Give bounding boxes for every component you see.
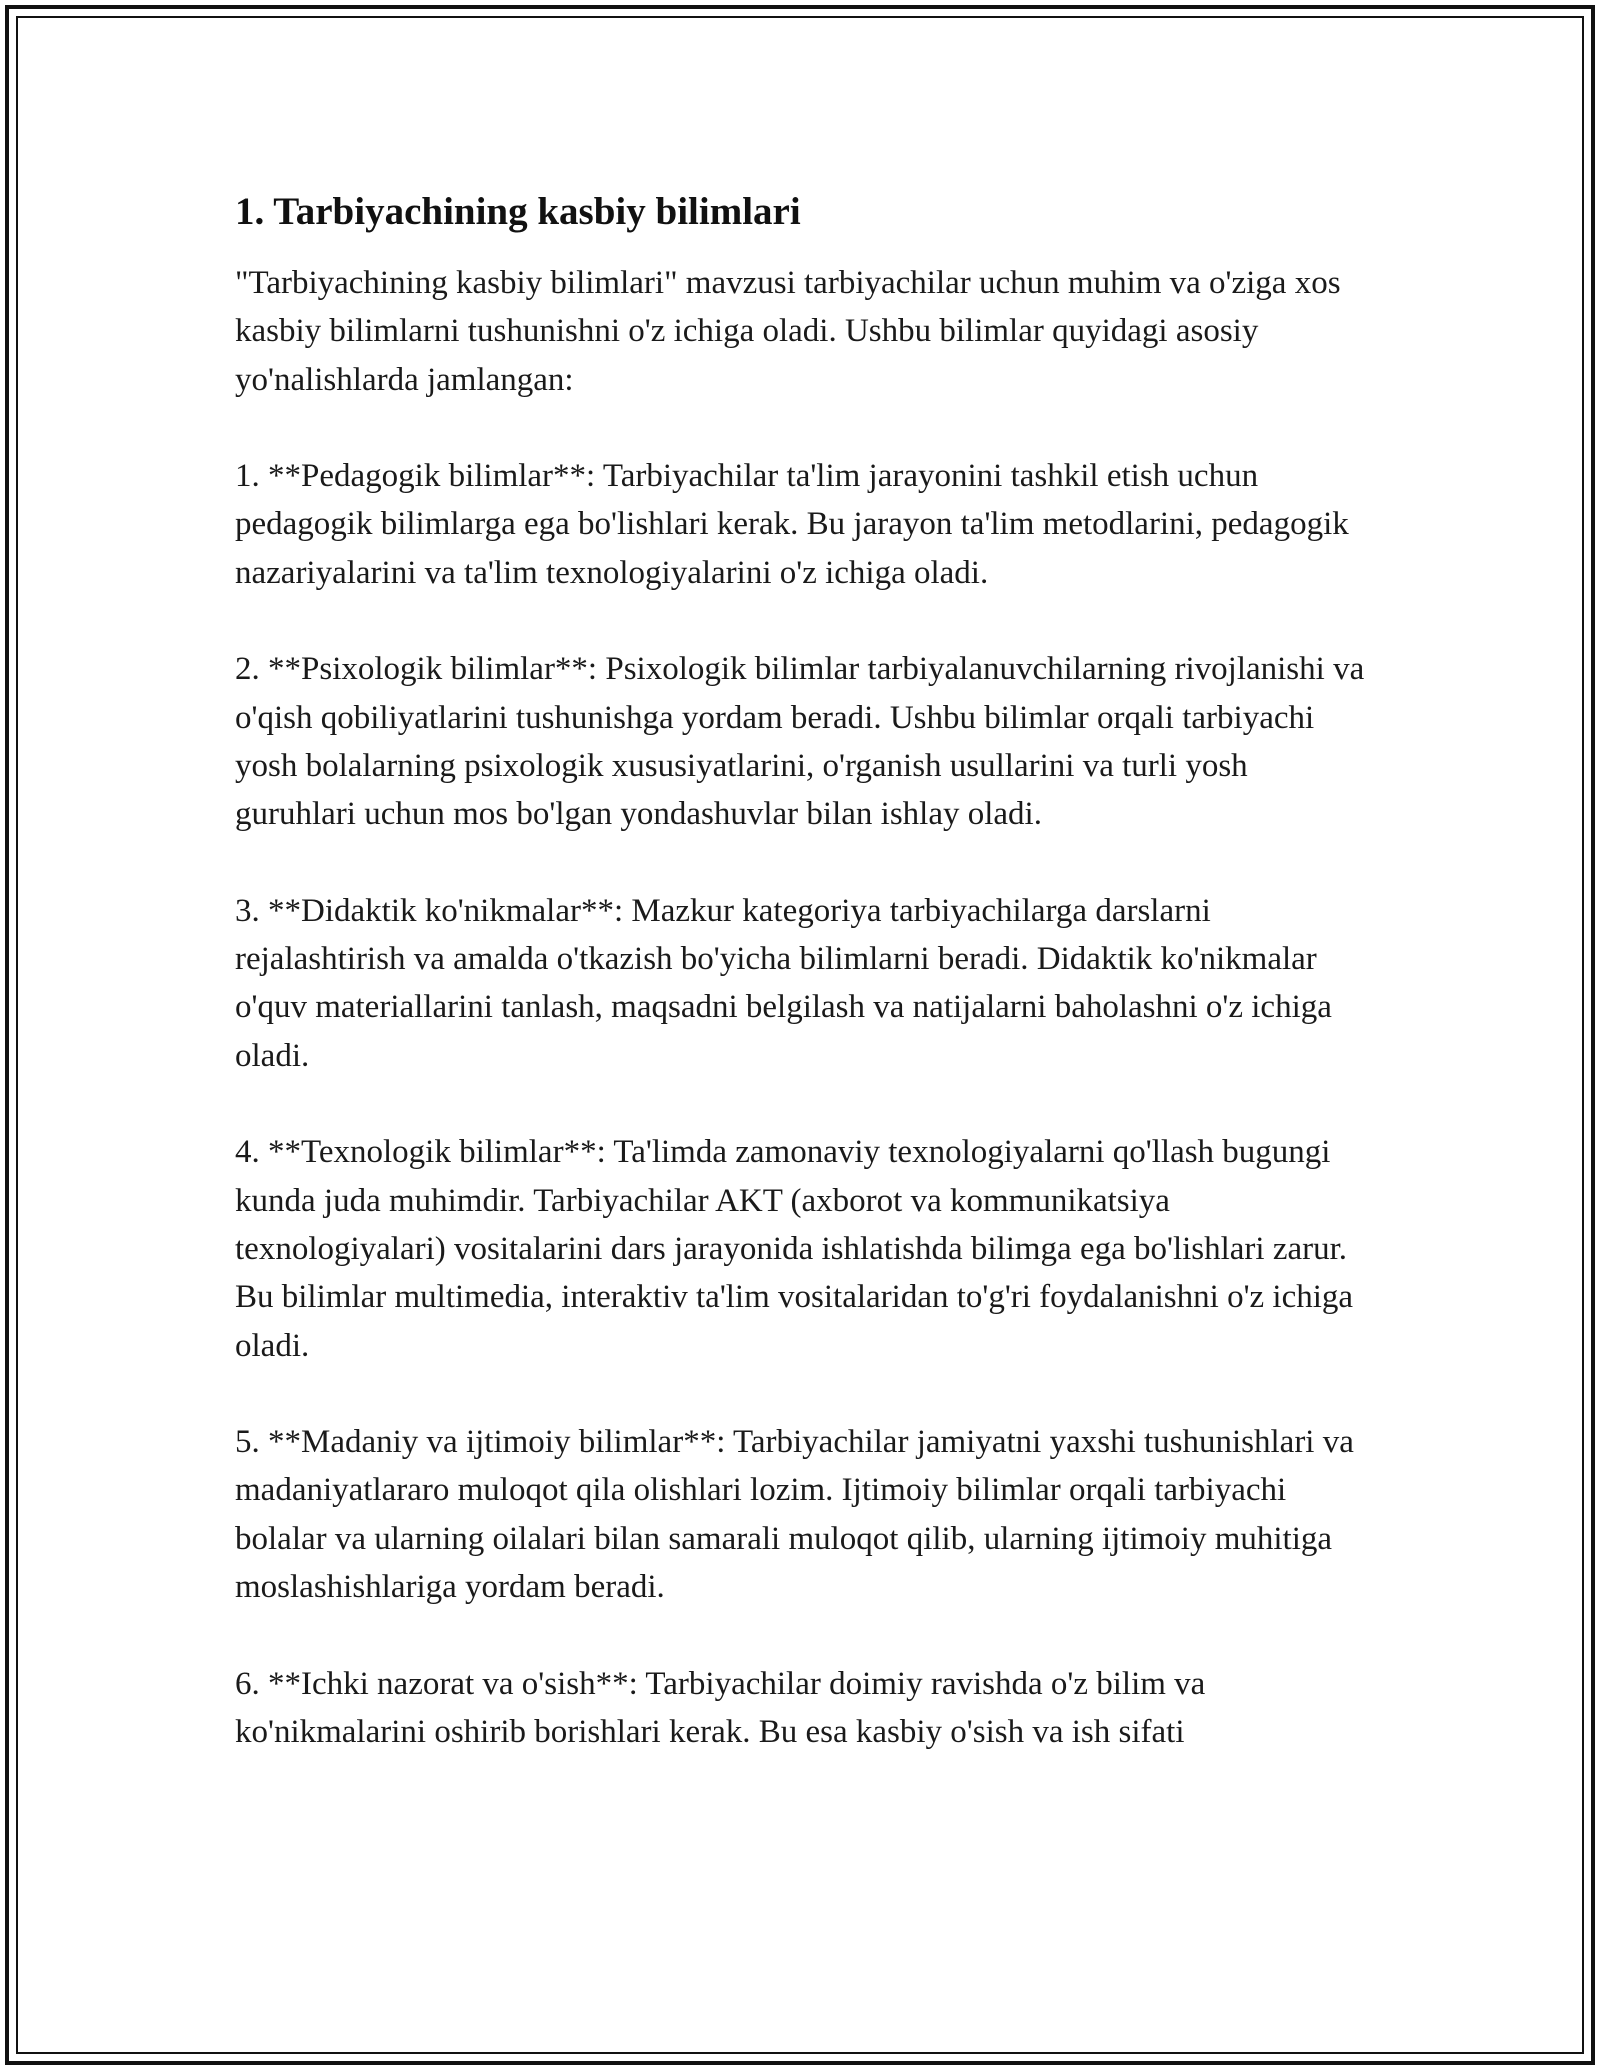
paragraph-psixologik: 2. **Psixologik bilimlar**: Psixologik bilimlar tarbiyalanuvchilarning rivojlanishi va o'qish qobiliyatlarini tushunishga yordam beradi. Ushbu bilimlar orqali tarbiyachi yosh bolalarning psixologik xususiyatlarini, o'rganish usullarini va turli yosh guruhlari uchun mos bo'lgan yondashuvlar bilan ishlay oladi. [235,651,1365,833]
paragraph-texnologik: 4. **Texnologik bilimlar**: Ta'limda zamonaviy texnologiyalarni qo'llash bugungi kunda juda muhimdir. Tarbiyachilar AKT (axborot va kommunikatsiya texnologiyalari) vositalarini dars jarayonida ishlatishda bilimga ega bo'lishlari zarur. Bu bilimlar multimedia, interaktiv ta'lim vositalaridan to'g'ri foydalanishni o'z ichiga oladi. [235,1134,1354,1364]
document-body [235,185,1365,1805]
paragraph-pedagogik: 1. **Pedagogik bilimlar**: Tarbiyachilar ta'lim jarayonini tashkil etish uchun pedagogik bilimlarga ega bo'lishlari kerak. Bu jarayon ta'lim metodlarini, pedagogik nazariyalarini va ta'lim texnologiyalarini o'z ichiga oladi. [235,458,1349,591]
paragraph-ichki-nazorat: 6. **Ichki nazorat va o'sish**: Tarbiyachilar doimiy ravishda o'z bilim va ko'nikmalarini oshirib borishlari kerak. Bu esa kasbiy o'sish va ish sifati [235,1665,1206,1750]
intro-paragraph: "Tarbiyachining kasbiy bilimlari" mavzusi tarbiyachilar uchun muhim va o'ziga xos kasbiy bilimlarni tushunishni o'z ichiga oladi. Ushbu bilimlar quyidagi asosiy yo'nalishlarda jamlangan: [235,265,1341,398]
paragraph-madaniy: 5. **Madaniy va ijtimoiy bilimlar**: Tarbiyachilar jamiyatni yaxshi tushunishlari va madaniyatlararo muloqot qila olishlari lozim. Ijtimoiy bilimlar orqali tarbiyachi bolalar va ularning oilalari bilan samarali muloqot qilib, ularning ijtimoiy muhitiga moslashishlariga yordam beradi. [235,1424,1354,1606]
paragraph-didaktik: 3. **Didaktik ko'nikmalar**: Mazkur kategoriya tarbiyachilarga darslarni rejalashtirish va amalda o'tkazish bo'yicha bilimlarni beradi. Didaktik ko'nikmalar o'quv materiallarini tanlash, maqsadni belgilash va natijalarni baholashni o'z ichiga oladi. [235,892,1332,1074]
section-heading: 1. Tarbiyachining kasbiy bilimlari [235,190,801,233]
